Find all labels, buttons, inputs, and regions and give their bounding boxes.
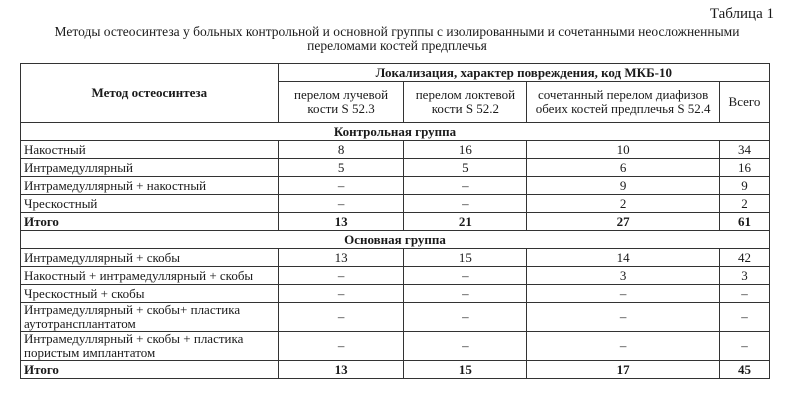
table-number: Таблица 1 <box>709 6 774 22</box>
value-cell: 2 <box>527 195 720 213</box>
value-cell: 2 <box>720 195 770 213</box>
value-cell: 61 <box>720 213 770 231</box>
method-cell: Интрамедуллярный + скобы+ пластика аутотрансплантатом <box>21 303 279 332</box>
column-header-ulna: перелом локтевой кости S 52.2 <box>404 82 527 123</box>
value-cell: – <box>404 332 527 361</box>
method-cell: Интрамедуллярный + накостный <box>21 177 279 195</box>
column-header-total: Всего <box>720 82 770 123</box>
value-cell: – <box>404 177 527 195</box>
value-cell: – <box>278 177 404 195</box>
group-title: Основная группа <box>21 231 770 249</box>
value-cell: 5 <box>404 159 527 177</box>
value-cell: – <box>404 303 527 332</box>
value-cell: 13 <box>278 213 404 231</box>
method-cell: Итого <box>21 361 279 379</box>
value-cell: – <box>527 285 720 303</box>
group-row <box>21 231 770 249</box>
value-cell: 3 <box>527 267 720 285</box>
value-cell: – <box>278 303 404 332</box>
value-cell: 15 <box>404 361 527 379</box>
value-cell: 34 <box>720 141 770 159</box>
method-cell: Чрескостный + скобы <box>21 285 279 303</box>
method-column-header: Метод остеосинтеза <box>21 64 279 123</box>
osteosynthesis-table <box>20 63 770 379</box>
value-cell: 14 <box>527 249 720 267</box>
table-row <box>21 332 770 361</box>
value-cell: – <box>404 195 527 213</box>
value-cell: – <box>527 332 720 361</box>
value-cell: 13 <box>278 249 404 267</box>
value-cell: 42 <box>720 249 770 267</box>
method-cell: Интрамедуллярный <box>21 159 279 177</box>
value-cell: – <box>278 332 404 361</box>
value-cell: – <box>720 332 770 361</box>
value-cell: 3 <box>720 267 770 285</box>
value-cell: 15 <box>404 249 527 267</box>
group-title: Контрольная группа <box>21 123 770 141</box>
method-cell: Накостный <box>21 141 279 159</box>
method-cell: Итого <box>21 213 279 231</box>
value-cell: 5 <box>278 159 404 177</box>
total-row <box>21 213 770 231</box>
method-cell: Интрамедуллярный + скобы + пластика пористым имплантатом <box>21 332 279 361</box>
value-cell: 45 <box>720 361 770 379</box>
column-header-both-bones: сочетанный перелом диафизов обеих костей предплечья S 52.4 <box>527 82 720 123</box>
value-cell: – <box>404 285 527 303</box>
value-cell: 17 <box>527 361 720 379</box>
value-cell: 16 <box>720 159 770 177</box>
value-cell: 8 <box>278 141 404 159</box>
value-cell: – <box>720 285 770 303</box>
value-cell: – <box>278 267 404 285</box>
table-row <box>21 303 770 332</box>
table-caption: Методы остеосинтеза у больных контрольной и основной группы с изолированными и сочетанными неосложненными переломами костей предплечья <box>54 24 740 53</box>
table-row <box>21 195 770 213</box>
table-row <box>21 285 770 303</box>
table-row <box>21 267 770 285</box>
value-cell: – <box>720 303 770 332</box>
value-cell: 27 <box>527 213 720 231</box>
value-cell: 13 <box>278 361 404 379</box>
value-cell: 9 <box>527 177 720 195</box>
method-cell: Накостный + интрамедуллярный + скобы <box>21 267 279 285</box>
value-cell: – <box>278 285 404 303</box>
table-row <box>21 177 770 195</box>
total-row <box>21 361 770 379</box>
method-cell: Интрамедуллярный + скобы <box>21 249 279 267</box>
table-row <box>21 141 770 159</box>
group-row <box>21 123 770 141</box>
value-cell: 6 <box>527 159 720 177</box>
value-cell: 10 <box>527 141 720 159</box>
value-cell: – <box>527 303 720 332</box>
table-row <box>21 159 770 177</box>
table-row <box>21 249 770 267</box>
value-cell: 21 <box>404 213 527 231</box>
value-cell: 16 <box>404 141 527 159</box>
method-cell: Чрескостный <box>21 195 279 213</box>
value-cell: – <box>404 267 527 285</box>
value-cell: 9 <box>720 177 770 195</box>
localization-header: Локализация, характер повреждения, код МКБ-10 <box>278 64 769 82</box>
column-header-radius: перелом лучевой кости S 52.3 <box>278 82 404 123</box>
value-cell: – <box>278 195 404 213</box>
